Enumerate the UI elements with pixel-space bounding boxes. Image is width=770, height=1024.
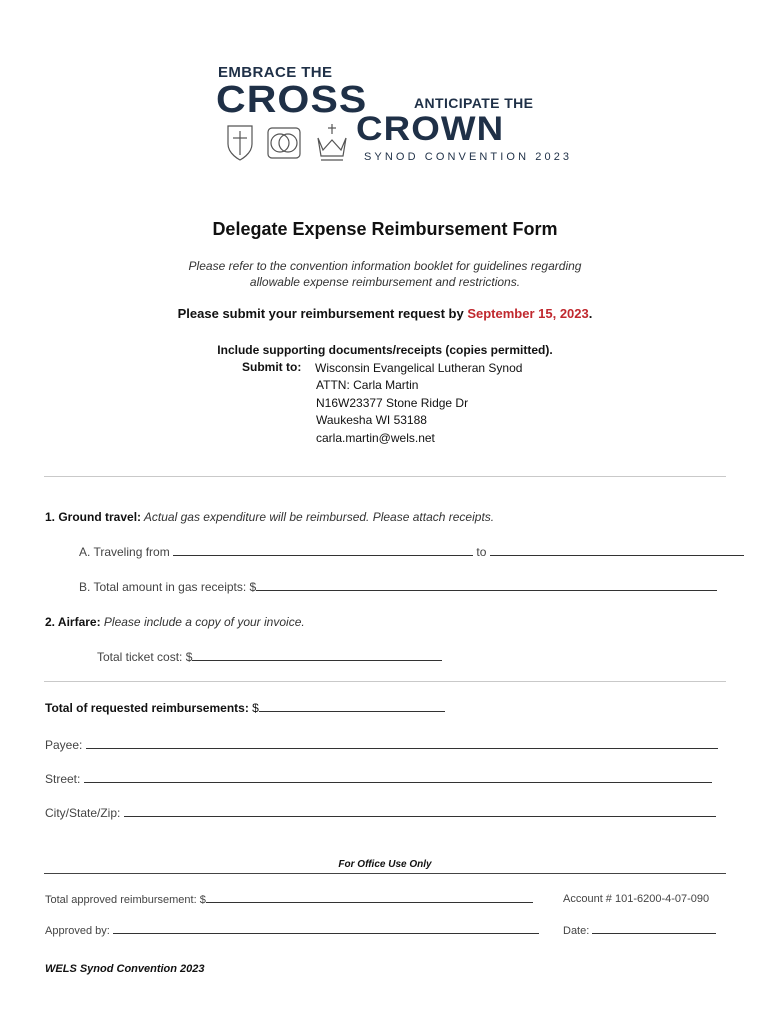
approved-by-row	[45, 923, 539, 938]
include-note: Include supporting documents/receipts (copies permitted).	[217, 343, 553, 357]
city-state-zip-row	[45, 806, 716, 820]
deadline-suffix: .	[588, 306, 593, 321]
logo-icons	[222, 122, 352, 169]
intro-line-2: allowable expense reimbursement and restrictions.	[249, 275, 521, 289]
interlocked-rings-icon	[268, 128, 300, 158]
approved-by-label: Approved by:	[45, 925, 113, 937]
deadline-date: September 15, 2023	[467, 306, 589, 321]
total-requested-label: Total of requested reimbursements:	[45, 701, 249, 715]
ground-travel-heading-line	[45, 510, 494, 524]
traveling-from-field[interactable]	[173, 545, 473, 556]
section-divider	[44, 681, 726, 682]
logo-cross-text: CROSS	[216, 79, 368, 121]
date-row	[563, 923, 716, 938]
gas-receipts-field[interactable]	[256, 580, 717, 591]
logo-crown-text: CROWN	[356, 110, 505, 148]
ticket-cost-row	[97, 650, 442, 664]
street-label: Street:	[45, 772, 84, 786]
account-number: Account # 101-6200-4-07-090	[563, 893, 710, 905]
form-title: Delegate Expense Reimbursement Form	[212, 219, 558, 239]
approved-total-field[interactable]	[206, 892, 533, 903]
crown-icon	[318, 124, 346, 160]
airfare-heading: 2. Airfare:	[45, 615, 101, 629]
payee-row	[45, 738, 718, 752]
logo-synod-text: SYNOD CONVENTION 2023	[364, 151, 573, 163]
intro-line-1: Please refer to the convention information booklet for guidelines regarding	[188, 259, 582, 273]
traveling-to-label: to	[473, 545, 490, 559]
city-state-zip-field[interactable]	[124, 806, 716, 817]
section-divider	[44, 476, 726, 477]
airfare-heading-line	[45, 615, 305, 629]
approved-total-row	[45, 892, 533, 907]
payee-field[interactable]	[86, 738, 718, 749]
gas-receipts-label: B. Total amount in gas receipts: $	[79, 580, 257, 594]
address-line-attn: ATTN: Carla Martin	[316, 378, 419, 392]
airfare-note: Please include a copy of your invoice.	[100, 615, 305, 629]
shield-cross-icon	[228, 126, 252, 160]
address-line-street: N16W23377 Stone Ridge Dr	[316, 396, 469, 410]
address-line-city: Waukesha WI 53188	[316, 413, 427, 427]
ticket-cost-label: Total ticket cost: $	[97, 650, 193, 664]
date-label: Date:	[563, 925, 593, 937]
total-requested-row	[45, 701, 445, 715]
traveling-from-label: A. Traveling from	[79, 545, 174, 559]
office-use-divider	[44, 873, 726, 874]
total-requested-currency: $	[248, 701, 259, 715]
traveling-row	[79, 545, 744, 559]
traveling-to-field[interactable]	[490, 545, 744, 556]
deadline-prefix: Please submit your reimbursement request by	[177, 306, 468, 321]
ticket-cost-field[interactable]	[192, 650, 442, 661]
ground-travel-heading: 1. Ground travel:	[45, 510, 142, 524]
office-use-heading: For Office Use Only	[338, 859, 432, 870]
deadline-notice	[0, 306, 770, 321]
gas-receipts-row	[79, 580, 717, 594]
footer-text: WELS Synod Convention 2023	[45, 963, 205, 975]
logo-anticipate-text: ANTICIPATE THE	[414, 95, 534, 111]
submit-to-label: Submit to:	[242, 360, 302, 374]
approved-by-field[interactable]	[113, 923, 539, 934]
payee-label: Payee:	[45, 738, 86, 752]
total-requested-field[interactable]	[259, 701, 445, 712]
address-line-org: Wisconsin Evangelical Lutheran Synod	[315, 361, 523, 375]
street-field[interactable]	[84, 772, 712, 783]
approved-total-label: Total approved reimbursement: $	[45, 894, 206, 906]
address-email-link[interactable]: carla.martin@wels.net	[316, 431, 435, 445]
logo-embrace-text: EMBRACE THE	[218, 64, 333, 81]
date-field[interactable]	[592, 923, 716, 934]
street-row	[45, 772, 712, 786]
ground-travel-note: Actual gas expenditure will be reimbursed. Please attach receipts.	[141, 510, 495, 524]
city-state-zip-label: City/State/Zip:	[45, 806, 124, 820]
